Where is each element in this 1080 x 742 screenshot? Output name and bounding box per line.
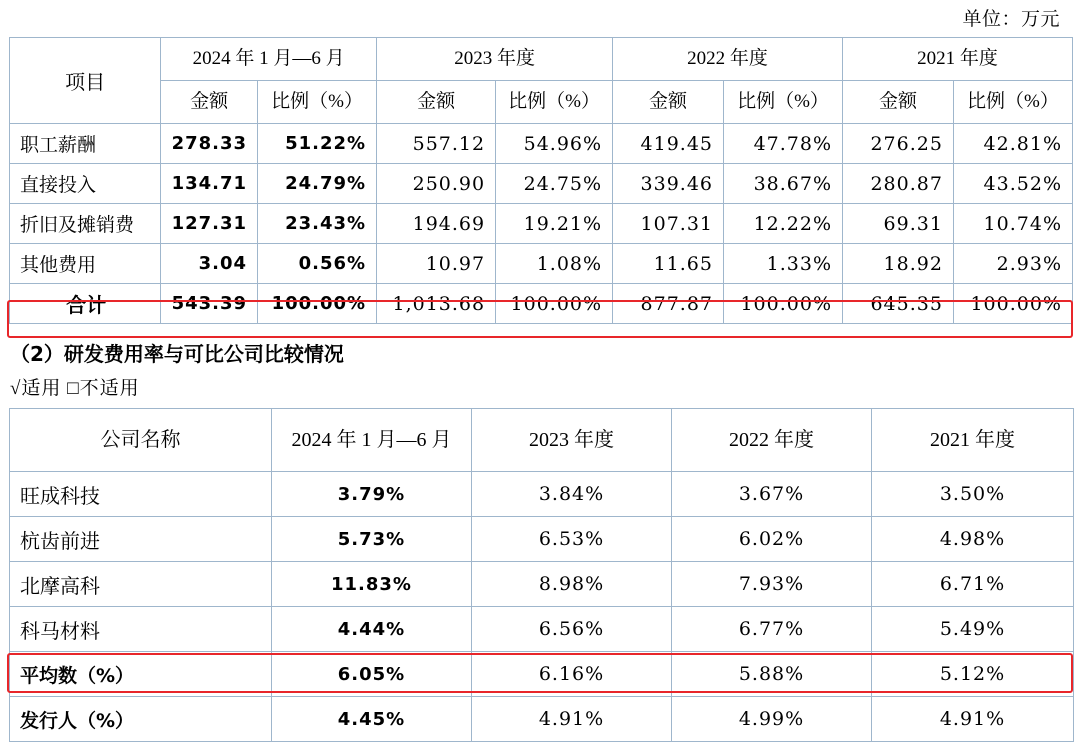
header-period-0: 2024 年 1 月—6 月 (272, 409, 472, 472)
table-row (10, 164, 1073, 204)
subheader-ratio-2: 比例（%） (724, 81, 843, 124)
subheader-amount-2: 金额 (613, 81, 724, 124)
cell-value: 6.71% (872, 562, 1074, 607)
cell-value: 3.79% (272, 472, 472, 517)
comparable-companies-rd-ratio-table (9, 408, 1074, 742)
cell-value: 4.98% (872, 517, 1074, 562)
row-label: 平均数（%） (10, 652, 272, 697)
header-period-3: 2021 年度 (843, 38, 1073, 81)
table-header-row-1 (10, 38, 1073, 81)
cell-value: 5.12% (872, 652, 1074, 697)
header-period-1: 2023 年度 (472, 409, 672, 472)
cell-value: 100.00% (258, 284, 377, 324)
cell-value: 280.87 (843, 164, 954, 204)
cell-value: 339.46 (613, 164, 724, 204)
cell-value: 877.87 (613, 284, 724, 324)
cell-value: 4.91% (472, 697, 672, 742)
cell-value: 645.35 (843, 284, 954, 324)
subheader-ratio-3: 比例（%） (953, 81, 1072, 124)
cell-value: 54.96% (496, 124, 613, 164)
header-period-1: 2023 年度 (377, 38, 613, 81)
cell-value: 3.84% (472, 472, 672, 517)
cell-value: 6.05% (272, 652, 472, 697)
cell-value: 100.00% (953, 284, 1072, 324)
table-row (10, 204, 1073, 244)
subheader-amount-1: 金额 (377, 81, 496, 124)
cell-value: 5.88% (672, 652, 872, 697)
cell-value: 4.45% (272, 697, 472, 742)
cell-value: 6.53% (472, 517, 672, 562)
cell-value: 4.44% (272, 607, 472, 652)
row-label: 旺成科技 (10, 472, 272, 517)
cell-value: 10.97 (377, 244, 496, 284)
row-label: 杭齿前进 (10, 517, 272, 562)
header-period-2: 2022 年度 (613, 38, 843, 81)
table-header-row (10, 409, 1074, 472)
cell-value: 4.91% (872, 697, 1074, 742)
cell-value: 51.22% (258, 124, 377, 164)
cell-value: 6.02% (672, 517, 872, 562)
cell-value: 127.31 (161, 204, 258, 244)
row-label: 北摩高科 (10, 562, 272, 607)
cell-value: 100.00% (496, 284, 613, 324)
row-label: 职工薪酬 (10, 124, 161, 164)
table-row-average (10, 652, 1074, 697)
cell-value: 3.04 (161, 244, 258, 284)
cell-value: 10.74% (953, 204, 1072, 244)
cell-value: 19.21% (496, 204, 613, 244)
cell-value: 4.99% (672, 697, 872, 742)
cell-value: 3.67% (672, 472, 872, 517)
subheader-amount-3: 金额 (843, 81, 954, 124)
cell-value: 6.77% (672, 607, 872, 652)
unit-note: 单位：万元 (962, 9, 1060, 30)
applicability-note: √适用 □不适用 (10, 378, 140, 399)
cell-value: 12.22% (724, 204, 843, 244)
section-heading: （2）研发费用率与可比公司比较情况 (10, 342, 344, 366)
cell-value: 107.31 (613, 204, 724, 244)
cell-value: 11.83% (272, 562, 472, 607)
table-row (10, 472, 1074, 517)
cell-value: 1,013.68 (377, 284, 496, 324)
cell-value: 5.73% (272, 517, 472, 562)
cell-value: 100.00% (724, 284, 843, 324)
cell-value: 5.49% (872, 607, 1074, 652)
row-label: 合计 (10, 284, 161, 324)
subheader-amount-0: 金额 (161, 81, 258, 124)
table-row (10, 562, 1074, 607)
row-label: 其他费用 (10, 244, 161, 284)
header-period-3: 2021 年度 (872, 409, 1074, 472)
cell-value: 1.33% (724, 244, 843, 284)
table-header-row-2 (10, 81, 1073, 124)
row-label: 发行人（%） (10, 697, 272, 742)
row-label: 直接投入 (10, 164, 161, 204)
header-period-2: 2022 年度 (672, 409, 872, 472)
header-period-0: 2024 年 1 月—6 月 (161, 38, 377, 81)
cell-value: 11.65 (613, 244, 724, 284)
cell-value: 250.90 (377, 164, 496, 204)
cell-value: 2.93% (953, 244, 1072, 284)
rd-expense-composition-table (9, 37, 1073, 324)
table-row (10, 244, 1073, 284)
table-row (10, 517, 1074, 562)
table-row-issuer (10, 697, 1074, 742)
cell-value: 0.56% (258, 244, 377, 284)
subheader-ratio-0: 比例（%） (258, 81, 377, 124)
cell-value: 194.69 (377, 204, 496, 244)
cell-value: 419.45 (613, 124, 724, 164)
cell-value: 24.79% (258, 164, 377, 204)
table-row (10, 607, 1074, 652)
cell-value: 23.43% (258, 204, 377, 244)
header-item: 项目 (10, 38, 161, 124)
row-label: 折旧及摊销费 (10, 204, 161, 244)
cell-value: 43.52% (953, 164, 1072, 204)
cell-value: 7.93% (672, 562, 872, 607)
cell-value: 543.39 (161, 284, 258, 324)
table-row-total (10, 284, 1073, 324)
cell-value: 18.92 (843, 244, 954, 284)
cell-value: 276.25 (843, 124, 954, 164)
cell-value: 47.78% (724, 124, 843, 164)
cell-value: 6.16% (472, 652, 672, 697)
cell-value: 3.50% (872, 472, 1074, 517)
cell-value: 557.12 (377, 124, 496, 164)
subheader-ratio-1: 比例（%） (496, 81, 613, 124)
cell-value: 8.98% (472, 562, 672, 607)
cell-value: 1.08% (496, 244, 613, 284)
cell-value: 24.75% (496, 164, 613, 204)
row-label: 科马材料 (10, 607, 272, 652)
cell-value: 42.81% (953, 124, 1072, 164)
table-row (10, 124, 1073, 164)
cell-value: 134.71 (161, 164, 258, 204)
cell-value: 38.67% (724, 164, 843, 204)
cell-value: 6.56% (472, 607, 672, 652)
cell-value: 278.33 (161, 124, 258, 164)
header-company-name: 公司名称 (10, 409, 272, 472)
cell-value: 69.31 (843, 204, 954, 244)
